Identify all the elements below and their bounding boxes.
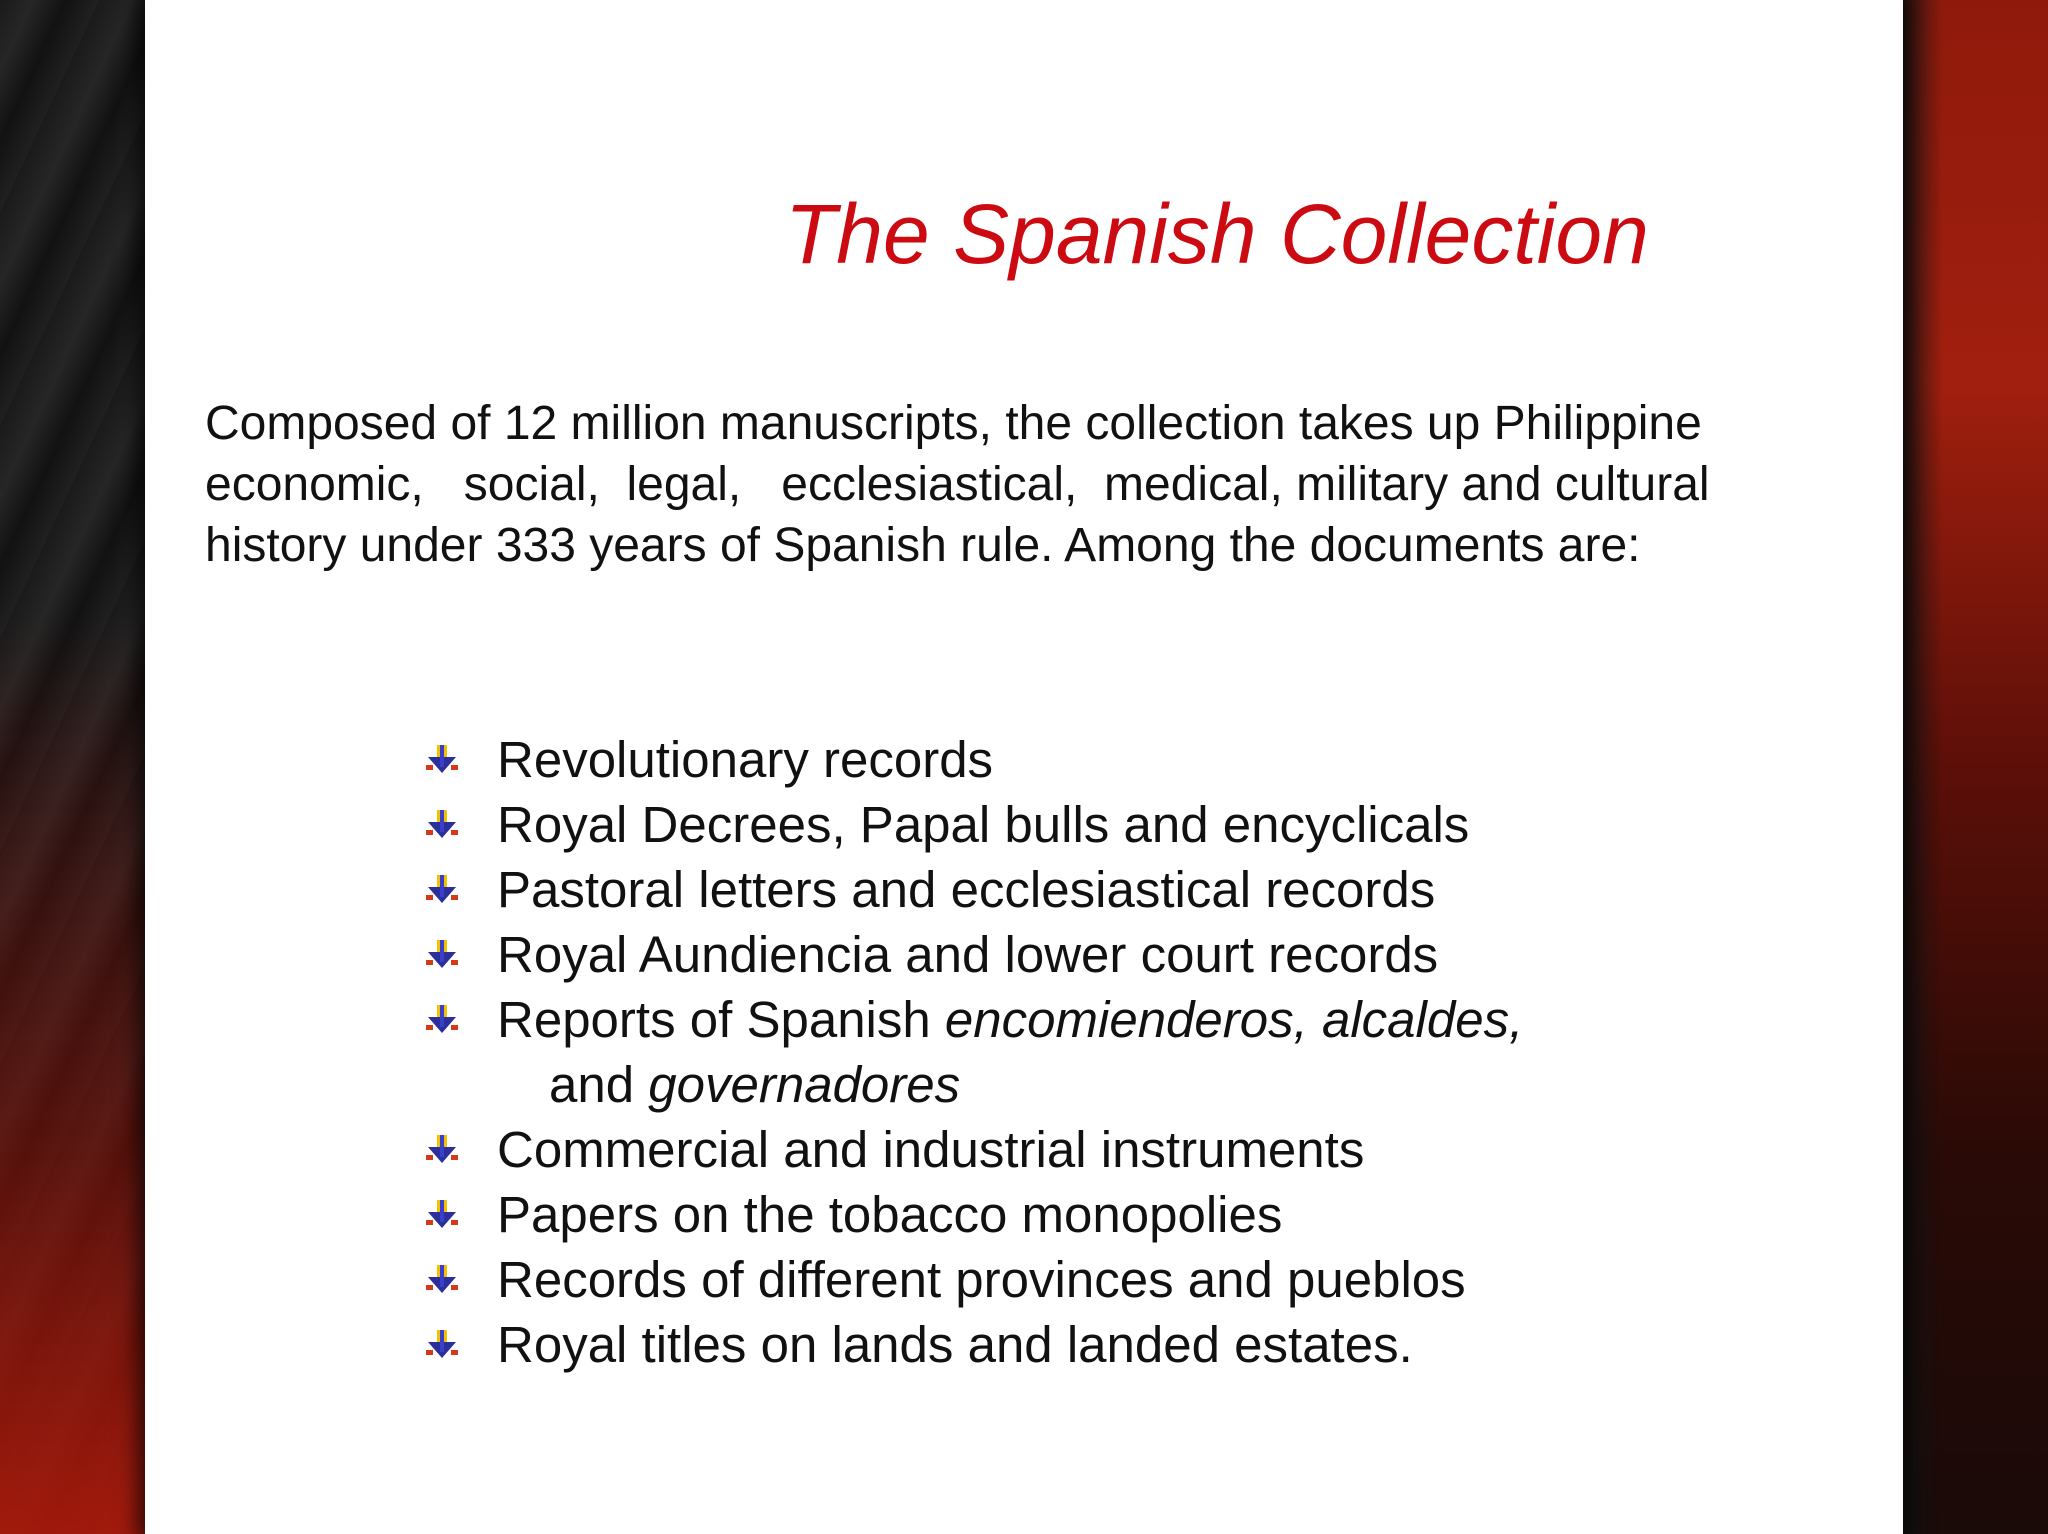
down-arrow-bullet-icon xyxy=(425,808,459,842)
slide-title: The Spanish Collection xyxy=(785,187,1649,281)
intro-paragraph xyxy=(205,393,1895,576)
list-item-text-prefix: Reports of Spanish xyxy=(497,991,945,1048)
documents-list xyxy=(425,727,1523,1377)
slide-page xyxy=(145,0,1903,1534)
down-arrow-bullet-icon xyxy=(425,938,459,972)
down-arrow-bullet-icon xyxy=(425,1263,459,1297)
down-arrow-bullet-icon xyxy=(425,1328,459,1362)
list-item-text-prefix: and xyxy=(549,1056,649,1113)
list-item xyxy=(425,922,1523,987)
background-left-frame xyxy=(0,0,150,1534)
down-arrow-bullet-icon xyxy=(425,1198,459,1232)
down-arrow-bullet-icon xyxy=(425,1003,459,1037)
list-item-text: Commercial and industrial instruments xyxy=(497,1121,1365,1178)
intro-line: Composed of 12 million manuscripts, the collection takes up Philippine xyxy=(205,397,1702,450)
list-item xyxy=(425,987,1523,1117)
background-right-frame xyxy=(1898,0,2048,1534)
down-arrow-bullet-icon xyxy=(425,1133,459,1167)
down-arrow-bullet-icon xyxy=(425,873,459,907)
intro-line: history under 333 years of Spanish rule. Among the documents are: xyxy=(205,519,1641,572)
down-arrow-bullet-icon xyxy=(425,743,459,777)
list-item-text: Royal titles on lands and landed estates. xyxy=(497,1316,1413,1373)
list-item-text: Papers on the tobacco monopolies xyxy=(497,1186,1283,1243)
list-item-text: Pastoral letters and ecclesiastical records xyxy=(497,861,1436,918)
list-item-continuation xyxy=(497,1052,1523,1117)
list-item xyxy=(425,857,1523,922)
list-item-text: Royal Decrees, Papal bulls and encyclicals xyxy=(497,796,1470,853)
intro-line: economic, social, legal, ecclesiastical, medical, military and cultural xyxy=(205,458,1710,511)
list-item xyxy=(425,1117,1523,1182)
list-item xyxy=(425,792,1523,857)
list-item-text: Records of different provinces and pueblos xyxy=(497,1251,1466,1308)
list-item xyxy=(425,727,1523,792)
list-item-text-italic: encomienderos, alcaldes, xyxy=(944,991,1524,1048)
list-item-text-italic: governadores xyxy=(648,1056,961,1113)
list-item xyxy=(425,1247,1523,1312)
list-item xyxy=(425,1312,1523,1377)
list-item-text: Revolutionary records xyxy=(497,731,994,788)
list-item-text: Royal Aundiencia and lower court records xyxy=(497,926,1439,983)
list-item xyxy=(425,1182,1523,1247)
